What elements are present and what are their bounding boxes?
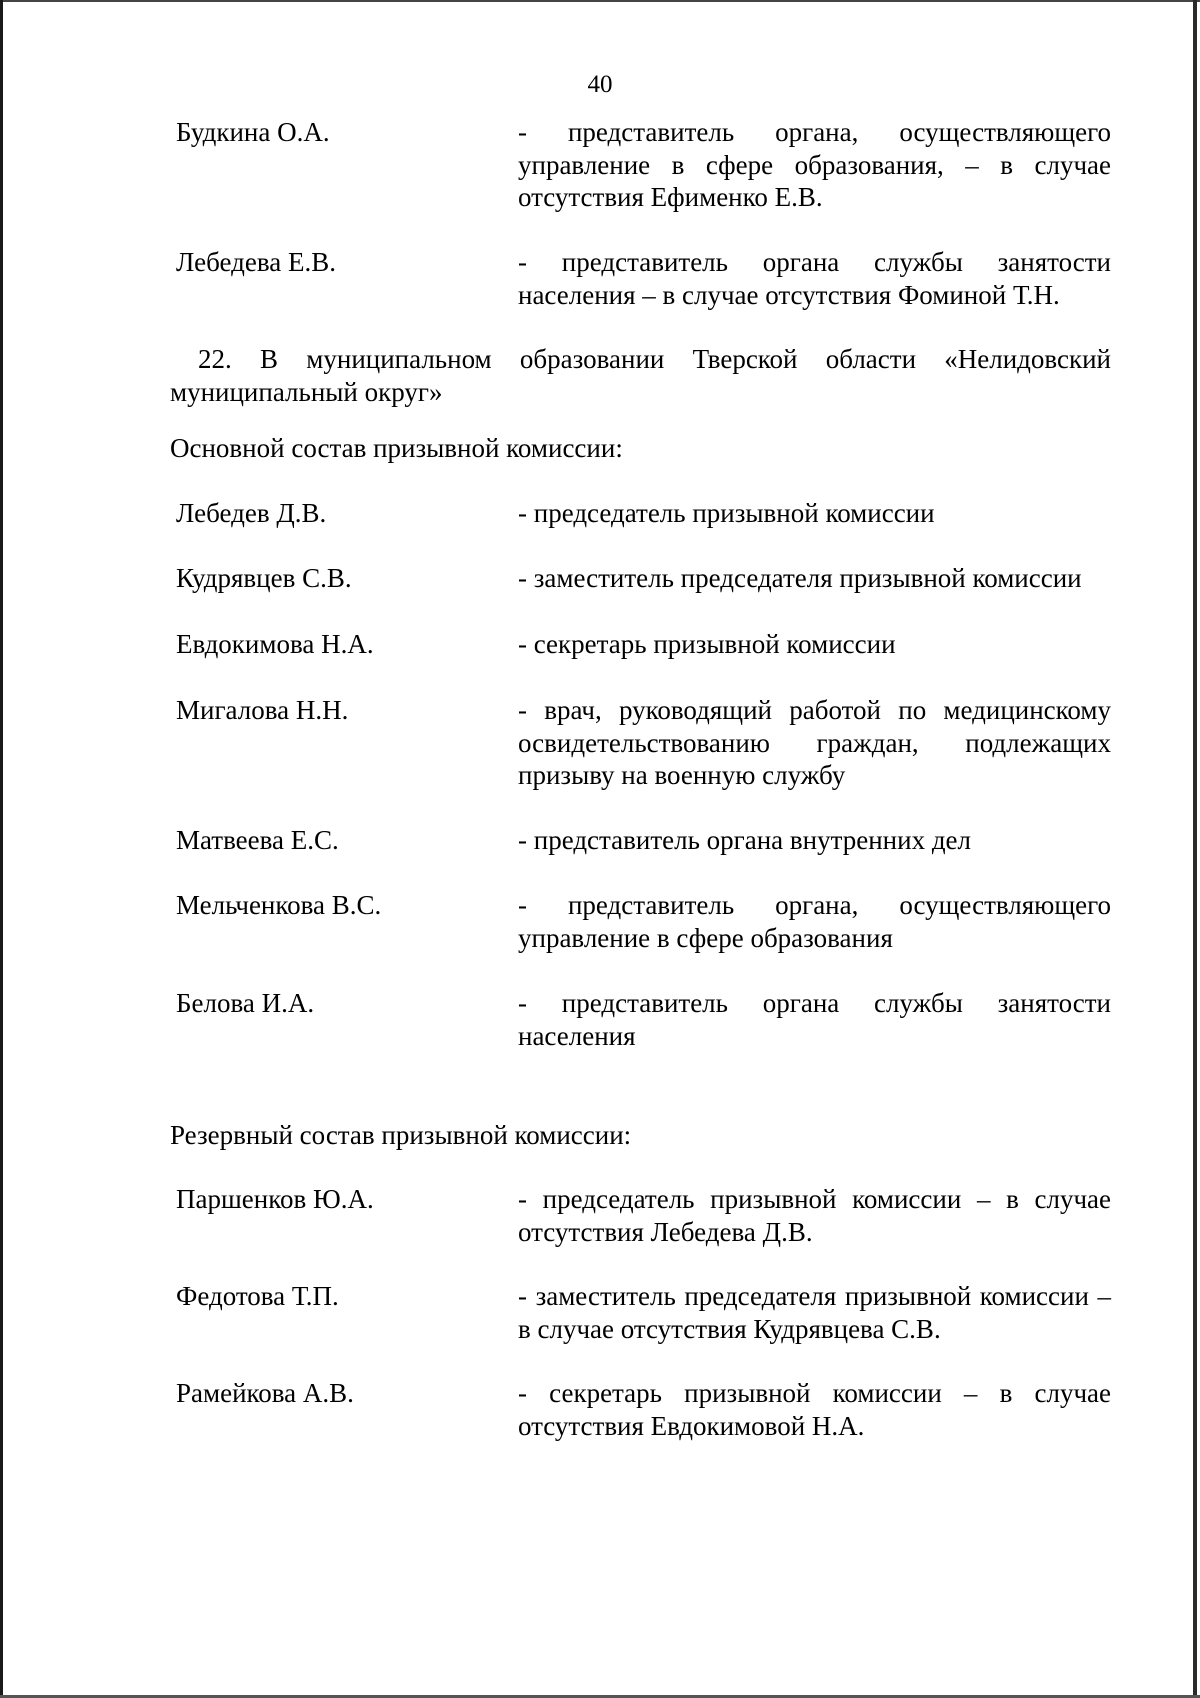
- member-role: - секретарь призывной комиссии: [518, 629, 896, 659]
- member-name: Матвеева Е.С.: [176, 825, 339, 855]
- member-role: - заместитель председателя призывной комиссии – в случае отсутствия Кудрявцева С.В.: [518, 1281, 1111, 1344]
- main-composition-title: Основной состав призывной комиссии:: [170, 433, 623, 463]
- reserve-composition-title: Резервный состав призывной комиссии:: [170, 1120, 632, 1150]
- member-name: Паршенков Ю.А.: [176, 1184, 374, 1214]
- member-role: - представитель органа службы занятости населения – в случае отсутствия Фоминой Т.Н.: [518, 247, 1111, 310]
- member-name: Лебедева Е.В.: [176, 247, 336, 277]
- member-role: - представитель органа службы занятости населения: [518, 988, 1111, 1051]
- section-heading-text: В муниципальном образовании Тверской области «Нелидовский муниципальный округ»: [170, 344, 1112, 407]
- member-role: - секретарь призывной комиссии – в случае отсутствия Евдокимовой Н.А.: [518, 1378, 1111, 1441]
- member-role: - врач, руководящий работой по медицинскому освидетельствованию граждан, подлежащих призыву на военную службу: [518, 695, 1111, 790]
- member-role: - председатель призывной комиссии – в случае отсутствия Лебедева Д.В.: [518, 1184, 1111, 1247]
- member-name: Белова И.А.: [176, 988, 315, 1018]
- member-role: - представитель органа внутренних дел: [518, 825, 972, 855]
- member-name: Рамейкова А.В.: [176, 1378, 354, 1408]
- member-name: Будкина О.А.: [176, 117, 330, 147]
- member-name: Кудрявцев С.В.: [176, 563, 352, 593]
- member-name: Лебедев Д.В.: [176, 498, 327, 528]
- member-role: - представитель органа, осуществляющего управление в сфере образования, – в случае отсутствия Ефименко Е.В.: [518, 117, 1111, 212]
- member-name: Евдокимова Н.А.: [176, 629, 374, 659]
- member-name: Федотова Т.П.: [176, 1281, 339, 1311]
- page-number: 40: [587, 71, 613, 98]
- member-role: - заместитель председателя призывной комиссии: [518, 563, 1082, 593]
- page-edge-left: [0, 0, 3, 1698]
- member-name: Мельченкова В.С.: [176, 890, 382, 920]
- page-edge-right: [1193, 0, 1197, 1698]
- section-number: 22.: [198, 344, 232, 374]
- member-role: - председатель призывной комиссии: [518, 498, 935, 528]
- page-edge-top: [0, 0, 1200, 2]
- member-role: - представитель органа, осуществляющего управление в сфере образования: [518, 890, 1111, 953]
- member-name: Мигалова Н.Н.: [176, 695, 349, 725]
- section-heading: [170, 343, 1111, 408]
